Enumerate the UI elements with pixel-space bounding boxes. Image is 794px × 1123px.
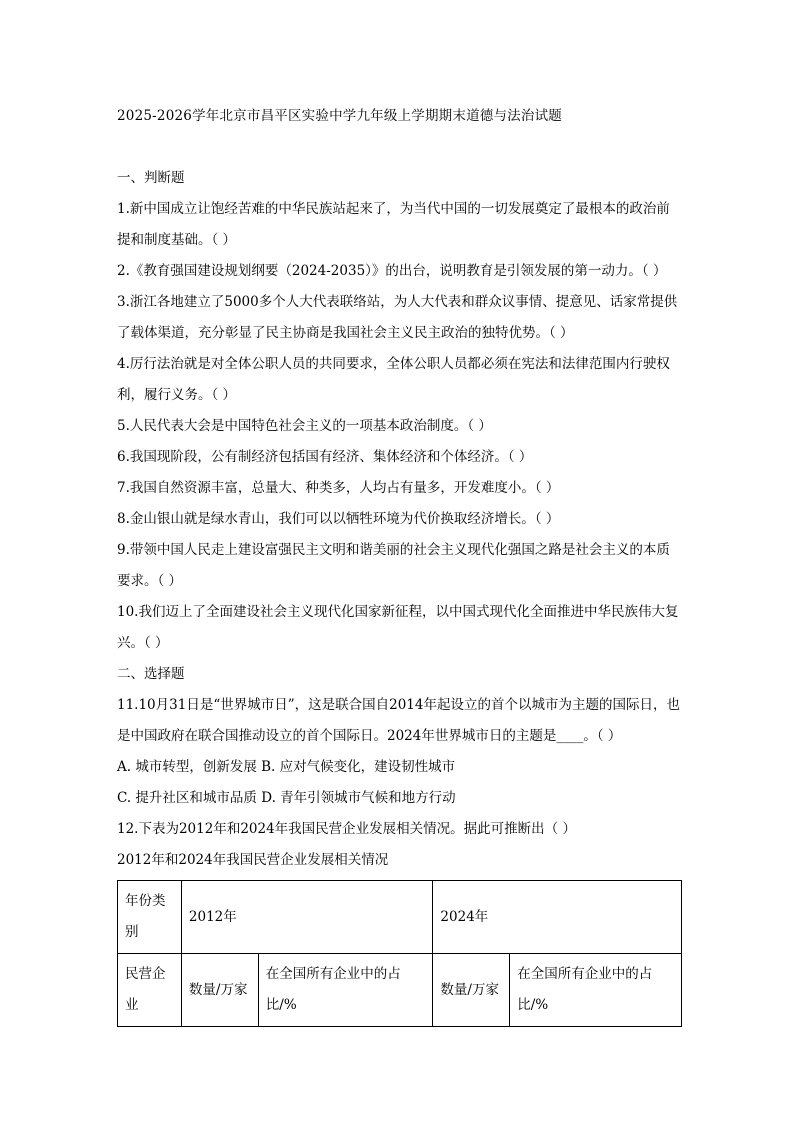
question-7: 7.我国自然资源丰富，总量大、种类多，人均占有量多，开发难度小。（ ） [117,480,560,496]
question-12-stem: 12.下表为2012年和2024年我国民营企业发展相关情况。据此可推断出（ ） [117,821,576,837]
table-header-2012: 2012年 [181,881,433,954]
question-6: 6.我国现阶段，公有制经济包括国有经济、集体经济和个体经济。（ ） [117,449,533,465]
question-11-options-cd: C. 提升社区和城市品质 D. 青年引领城市气候和地方行动 [117,790,456,806]
section-heading-true-false: 一、判断题 [117,170,185,186]
question-4: 4.厉行法治就是对全体公职人员的共同要求，全体公职人员都必须在宪法和法律范围内行驶权利，履行义务。（ ） [117,356,670,403]
table-cell-share-2024: 在全国所有企业中的占比/% [510,954,682,1027]
table-row [118,881,682,954]
table-row-label: 民营企业 [118,954,182,1027]
table-header-2024: 2024年 [433,881,682,954]
question-5: 5.人民代表大会是中国特色社会主义的一项基本政治制度。（ ） [117,418,492,434]
question-11-options-ab: A. 城市转型，创新发展 B. 应对气候变化，建设韧性城市 [117,759,456,775]
section-heading-multiple-choice: 二、选择题 [117,666,185,682]
question-2: 2.《教育强国建设规划纲要（2024-2035）》的出台，说明教育是引领发展的第一动力。（ ） [117,263,667,279]
table-cell-count-2012: 数量/万家 [181,954,258,1027]
question-9: 9.带领中国人民走上建设富强民主文明和谐美丽的社会主义现代化强国之路是社会主义的本质要求。（ ） [117,542,670,589]
table-header-corner: 年份类别 [118,881,182,954]
question-3: 3.浙江各地建立了5000多个人大代表联络站，为人大代表和群众议事情、提意见、话家常提供了载体渠道，充分彰显了民主协商是我国社会主义民主政治的独特优势。（ ） [117,294,678,341]
question-1: 1.新中国成立让饱经苦难的中华民族站起来了，为当代中国的一切发展奠定了最根本的政治前提和制度基础。（ ） [117,201,670,248]
question-10: 10.我们迈上了全面建设社会主义现代化国家新征程，以中国式现代化全面推进中华民族伟大复兴。（ ） [117,604,679,651]
question-8: 8.金山银山就是绿水青山，我们可以以牺牲环境为代价换取经济增长。（ ） [117,511,560,527]
document-body [117,163,682,1027]
enterprise-table [117,880,682,1027]
document-title: 2025-2026学年北京市昌平区实验中学九年级上学期期末道德与法治试题 [117,108,562,124]
table-row [118,954,682,1027]
table-caption: 2012年和2024年我国民营企业发展相关情况 [117,852,389,868]
question-11-stem: 11.10月31日是“世界城市日”，这是联合国自2014年起设立的首个以城市为主题的国际日，也是中国政府在联合国推动设立的首个国际日。2024年世界城市日的主题是____。（ ） [117,697,680,744]
table-cell-share-2012: 在全国所有企业中的占比/% [258,954,433,1027]
table-cell-count-2024: 数量/万家 [433,954,510,1027]
